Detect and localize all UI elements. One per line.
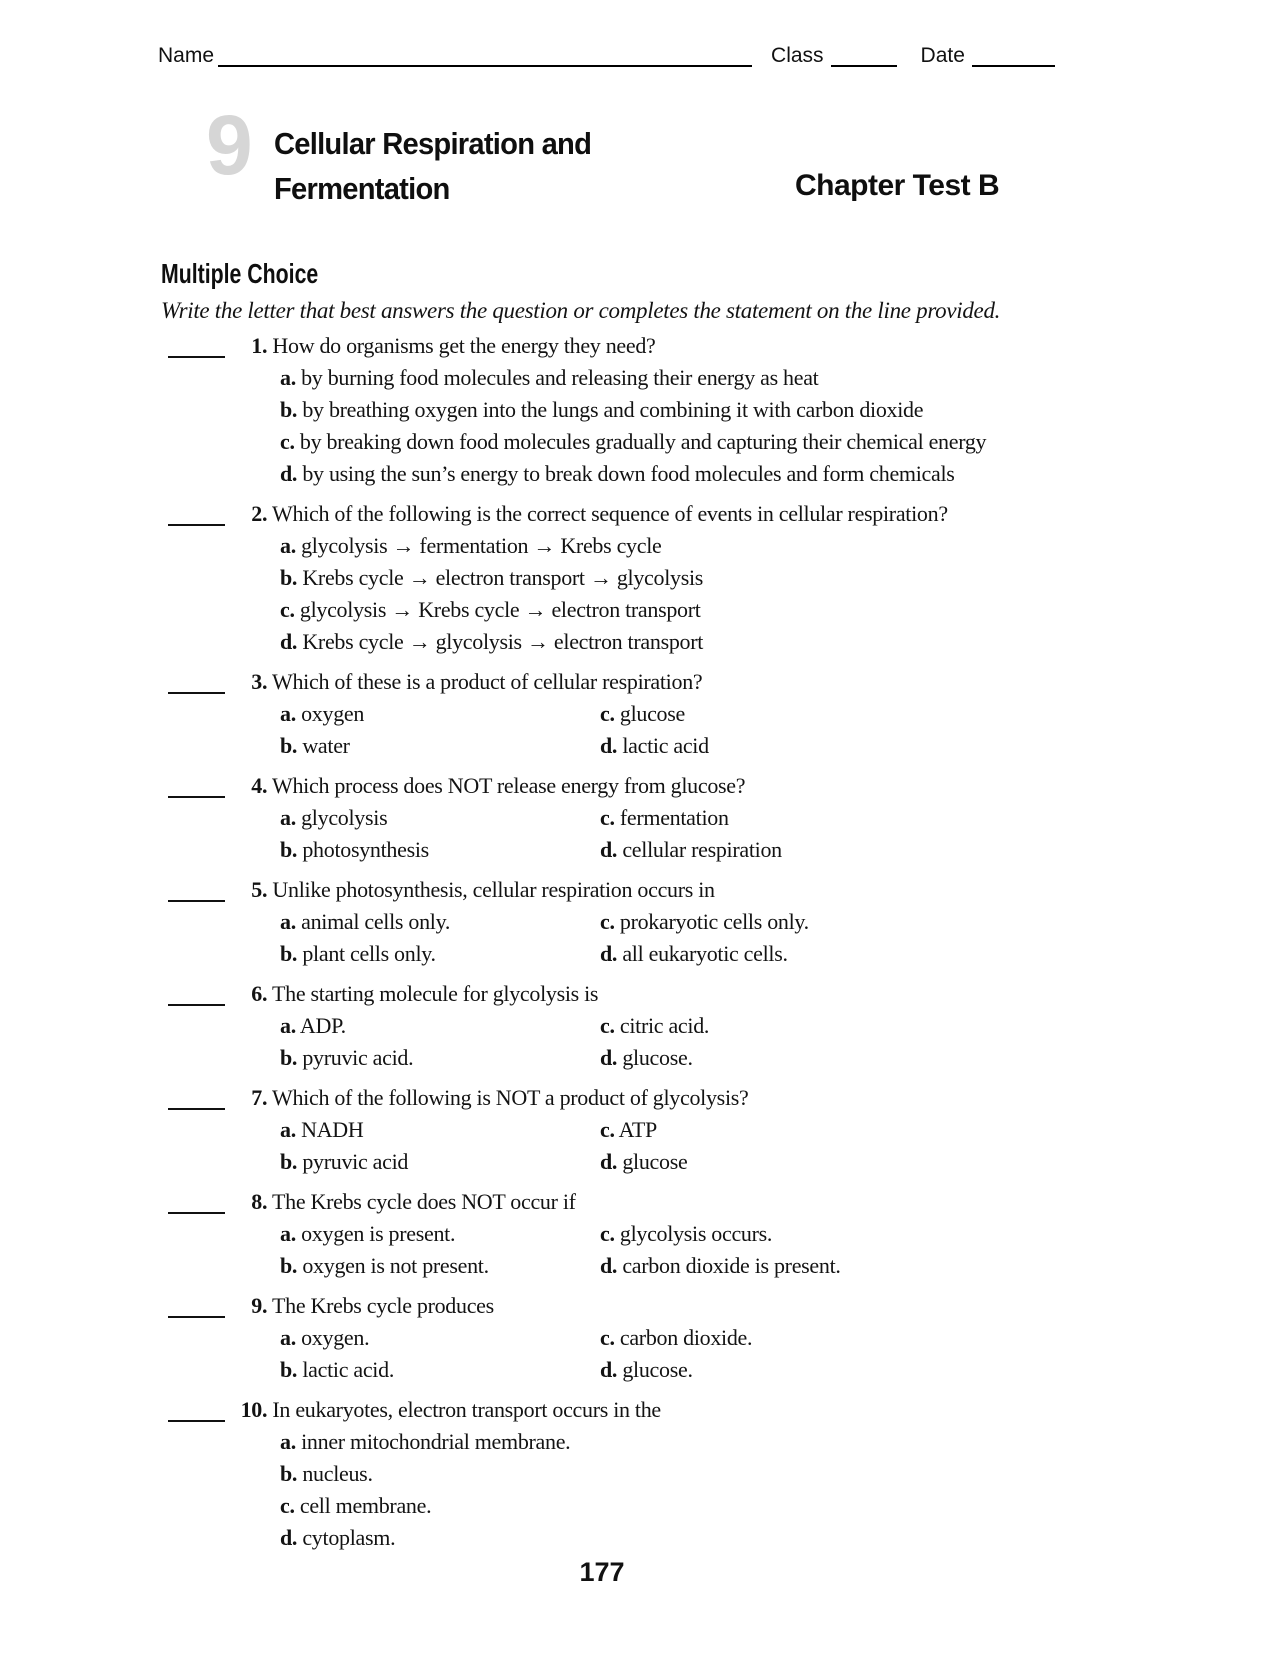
option-text: glucose. bbox=[622, 1045, 693, 1070]
question-number: 9. bbox=[251, 1293, 268, 1318]
question-number: 2. bbox=[251, 501, 268, 526]
option-letter: b. bbox=[280, 1045, 298, 1070]
option-letter: a. bbox=[280, 1117, 296, 1142]
option-a bbox=[162, 362, 1102, 394]
option-text: oxygen. bbox=[301, 1325, 370, 1350]
option-d bbox=[600, 1146, 1102, 1178]
option-d bbox=[162, 1522, 1102, 1554]
answer-blank[interactable] bbox=[168, 882, 225, 902]
option-letter: d. bbox=[600, 1357, 618, 1382]
chapter-number: 9 bbox=[206, 98, 251, 192]
option-text: cellular respiration bbox=[622, 837, 782, 862]
question-number: 7. bbox=[251, 1085, 268, 1110]
name-label: Name bbox=[158, 44, 215, 67]
option-b bbox=[280, 834, 600, 866]
option-b bbox=[280, 1354, 600, 1386]
option-d bbox=[162, 458, 1102, 490]
option-d bbox=[600, 1250, 1102, 1282]
option-c bbox=[162, 1490, 1102, 1522]
option-letter: c. bbox=[600, 701, 615, 726]
option-text: carbon dioxide. bbox=[619, 1325, 753, 1350]
option-d bbox=[600, 1042, 1102, 1074]
chapter-title-line2: Fermentation bbox=[274, 171, 450, 206]
option-letter: d. bbox=[280, 1525, 298, 1550]
question-3 bbox=[162, 666, 1102, 762]
option-letter: a. bbox=[280, 533, 296, 558]
option-text: pyruvic acid bbox=[302, 1149, 409, 1174]
option-a bbox=[280, 1010, 600, 1042]
option-letter: d. bbox=[280, 461, 298, 486]
option-letter: b. bbox=[280, 837, 298, 862]
option-text: inner mitochondrial membrane. bbox=[301, 1429, 571, 1454]
option-text: glycolysis bbox=[301, 805, 388, 830]
option-text: water bbox=[302, 733, 350, 758]
option-letter: a. bbox=[280, 1325, 296, 1350]
option-c bbox=[600, 1114, 1102, 1146]
option-c bbox=[600, 1010, 1102, 1042]
option-text: by breaking down food molecules gradually and capturing their chemical energy bbox=[299, 429, 987, 454]
option-text: photosynthesis bbox=[302, 837, 429, 862]
option-letter: d. bbox=[600, 733, 618, 758]
option-a bbox=[280, 906, 600, 938]
option-a bbox=[280, 1114, 600, 1146]
option-b bbox=[162, 562, 1102, 594]
option-d bbox=[162, 626, 1102, 658]
option-text: citric acid. bbox=[619, 1013, 710, 1038]
question-number: 8. bbox=[251, 1189, 268, 1214]
option-grid bbox=[162, 1322, 1102, 1386]
option-c bbox=[162, 426, 1102, 458]
question-text: The starting molecule for glycolysis is bbox=[272, 981, 599, 1006]
question-number: 3. bbox=[251, 669, 268, 694]
question-2 bbox=[162, 498, 1102, 658]
answer-blank[interactable] bbox=[168, 1402, 225, 1422]
option-b bbox=[280, 1250, 600, 1282]
question-10 bbox=[162, 1394, 1102, 1554]
option-a bbox=[280, 698, 600, 730]
option-letter: c. bbox=[600, 805, 615, 830]
option-b bbox=[280, 730, 600, 762]
question-8 bbox=[162, 1186, 1102, 1282]
option-letter: a. bbox=[280, 805, 296, 830]
option-grid bbox=[162, 802, 1102, 866]
option-letter: c. bbox=[600, 1013, 615, 1038]
answer-blank[interactable] bbox=[168, 1194, 225, 1214]
option-grid bbox=[162, 1010, 1102, 1074]
question-number: 6. bbox=[251, 981, 268, 1006]
question-text: Unlike photosynthesis, cellular respiration occurs in bbox=[272, 877, 715, 902]
option-d bbox=[600, 938, 1102, 970]
question-text: Which of these is a product of cellular respiration? bbox=[272, 669, 703, 694]
option-letter: d. bbox=[280, 629, 298, 654]
test-type-label: Chapter Test B bbox=[795, 169, 1000, 202]
question-text: The Krebs cycle produces bbox=[272, 1293, 494, 1318]
option-text: ATP bbox=[618, 1117, 657, 1142]
question-5 bbox=[162, 874, 1102, 970]
chapter-title-line1: Cellular Respiration and bbox=[274, 126, 592, 161]
option-letter: d. bbox=[600, 1149, 618, 1174]
chapter-title bbox=[274, 121, 591, 211]
option-letter: c. bbox=[600, 909, 615, 934]
option-letter: b. bbox=[280, 397, 298, 422]
option-letter: a. bbox=[280, 1429, 296, 1454]
answer-blank[interactable] bbox=[168, 1298, 225, 1318]
option-text: glycolysis → fermentation → Krebs cycle bbox=[301, 533, 662, 558]
option-text: oxygen is present. bbox=[301, 1221, 456, 1246]
option-letter: d. bbox=[600, 1045, 618, 1070]
option-text: by breathing oxygen into the lungs and combining it with carbon dioxide bbox=[302, 397, 924, 422]
option-grid bbox=[162, 1114, 1102, 1178]
option-letter: c. bbox=[280, 597, 295, 622]
date-label: Date bbox=[920, 44, 965, 67]
option-text: fermentation bbox=[619, 805, 729, 830]
question-9 bbox=[162, 1290, 1102, 1386]
option-text: animal cells only. bbox=[301, 909, 451, 934]
option-letter: b. bbox=[280, 733, 298, 758]
instructions-text: Write the letter that best answers the question or completes the statement on the line provided. bbox=[161, 298, 1001, 323]
date-write-line[interactable] bbox=[972, 45, 1055, 67]
option-text: all eukaryotic cells. bbox=[622, 941, 788, 966]
name-write-line[interactable] bbox=[218, 45, 752, 67]
answer-blank[interactable] bbox=[168, 986, 225, 1006]
question-text: The Krebs cycle does NOT occur if bbox=[272, 1189, 576, 1214]
option-text: NADH bbox=[301, 1117, 364, 1142]
class-write-line[interactable] bbox=[831, 45, 897, 67]
option-c bbox=[162, 594, 1102, 626]
option-text: oxygen bbox=[301, 701, 365, 726]
class-label: Class bbox=[771, 44, 824, 67]
option-letter: c. bbox=[280, 1493, 295, 1518]
option-text: glycolysis occurs. bbox=[619, 1221, 773, 1246]
option-d bbox=[600, 834, 1102, 866]
option-text: ADP. bbox=[299, 1013, 346, 1038]
option-b bbox=[162, 394, 1102, 426]
question-1 bbox=[162, 330, 1102, 490]
option-grid bbox=[162, 698, 1102, 762]
question-text: Which of the following is NOT a product of glycolysis? bbox=[272, 1085, 749, 1110]
option-letter: a. bbox=[280, 365, 296, 390]
question-number: 5. bbox=[251, 877, 268, 902]
option-letter: d. bbox=[600, 1253, 618, 1278]
question-list bbox=[162, 330, 1102, 1562]
option-letter: c. bbox=[600, 1221, 615, 1246]
option-b bbox=[280, 938, 600, 970]
answer-blank[interactable] bbox=[168, 778, 225, 798]
option-letter: b. bbox=[280, 1461, 298, 1486]
option-letter: c. bbox=[600, 1117, 615, 1142]
question-6 bbox=[162, 978, 1102, 1074]
option-d bbox=[600, 1354, 1102, 1386]
question-text: How do organisms get the energy they need? bbox=[272, 333, 656, 358]
option-text: glycolysis → Krebs cycle → electron transport bbox=[299, 597, 701, 622]
question-number: 10. bbox=[240, 1397, 268, 1422]
question-text: Which of the following is the correct sequence of events in cellular respiration? bbox=[272, 501, 948, 526]
option-c bbox=[600, 1218, 1102, 1250]
option-c bbox=[600, 906, 1102, 938]
option-b bbox=[280, 1146, 600, 1178]
option-text: lactic acid bbox=[622, 733, 709, 758]
option-text: cytoplasm. bbox=[302, 1525, 396, 1550]
question-4 bbox=[162, 770, 1102, 866]
option-letter: d. bbox=[600, 837, 618, 862]
option-text: by burning food molecules and releasing their energy as heat bbox=[301, 365, 819, 390]
option-text: glucose bbox=[622, 1149, 688, 1174]
option-letter: d. bbox=[600, 941, 618, 966]
option-text: prokaryotic cells only. bbox=[619, 909, 809, 934]
option-text: carbon dioxide is present. bbox=[622, 1253, 841, 1278]
question-number: 4. bbox=[251, 773, 268, 798]
option-text: Krebs cycle → electron transport → glycolysis bbox=[302, 565, 704, 590]
option-a bbox=[280, 1322, 600, 1354]
question-7 bbox=[162, 1082, 1102, 1178]
option-text: nucleus. bbox=[302, 1461, 373, 1486]
option-b bbox=[280, 1042, 600, 1074]
option-c bbox=[600, 698, 1102, 730]
answer-blank[interactable] bbox=[168, 1090, 225, 1110]
option-text: by using the sun’s energy to break down food molecules and form chemicals bbox=[302, 461, 955, 486]
question-text: In eukaryotes, electron transport occurs in the bbox=[272, 1397, 661, 1422]
option-grid bbox=[162, 906, 1102, 970]
question-number: 1. bbox=[251, 333, 268, 358]
question-text: Which process does NOT release energy from glucose? bbox=[272, 773, 746, 798]
answer-blank[interactable] bbox=[168, 506, 225, 526]
option-text: oxygen is not present. bbox=[302, 1253, 489, 1278]
option-text: plant cells only. bbox=[302, 941, 436, 966]
option-letter: c. bbox=[600, 1325, 615, 1350]
option-letter: a. bbox=[280, 1221, 296, 1246]
option-c bbox=[600, 802, 1102, 834]
option-letter: b. bbox=[280, 1149, 298, 1174]
option-text: glucose. bbox=[622, 1357, 693, 1382]
option-a bbox=[280, 1218, 600, 1250]
section-heading: Multiple Choice bbox=[161, 258, 319, 289]
option-a bbox=[280, 802, 600, 834]
option-letter: a. bbox=[280, 909, 296, 934]
option-text: lactic acid. bbox=[302, 1357, 395, 1382]
option-text: cell membrane. bbox=[299, 1493, 432, 1518]
option-letter: b. bbox=[280, 1253, 298, 1278]
option-letter: c. bbox=[280, 429, 295, 454]
option-text: glucose bbox=[619, 701, 685, 726]
option-letter: a. bbox=[280, 701, 296, 726]
answer-blank[interactable] bbox=[168, 674, 225, 694]
option-a bbox=[162, 1426, 1102, 1458]
id-row bbox=[158, 45, 1055, 67]
option-letter: b. bbox=[280, 565, 298, 590]
option-d bbox=[600, 730, 1102, 762]
page-number: 177 bbox=[579, 1557, 625, 1587]
option-c bbox=[600, 1322, 1102, 1354]
option-letter: b. bbox=[280, 941, 298, 966]
option-a bbox=[162, 530, 1102, 562]
option-text: pyruvic acid. bbox=[302, 1045, 414, 1070]
option-letter: b. bbox=[280, 1357, 298, 1382]
option-b bbox=[162, 1458, 1102, 1490]
option-grid bbox=[162, 1218, 1102, 1282]
option-letter: a. bbox=[280, 1013, 296, 1038]
option-text: Krebs cycle → glycolysis → electron transport bbox=[302, 629, 704, 654]
answer-blank[interactable] bbox=[168, 338, 225, 358]
